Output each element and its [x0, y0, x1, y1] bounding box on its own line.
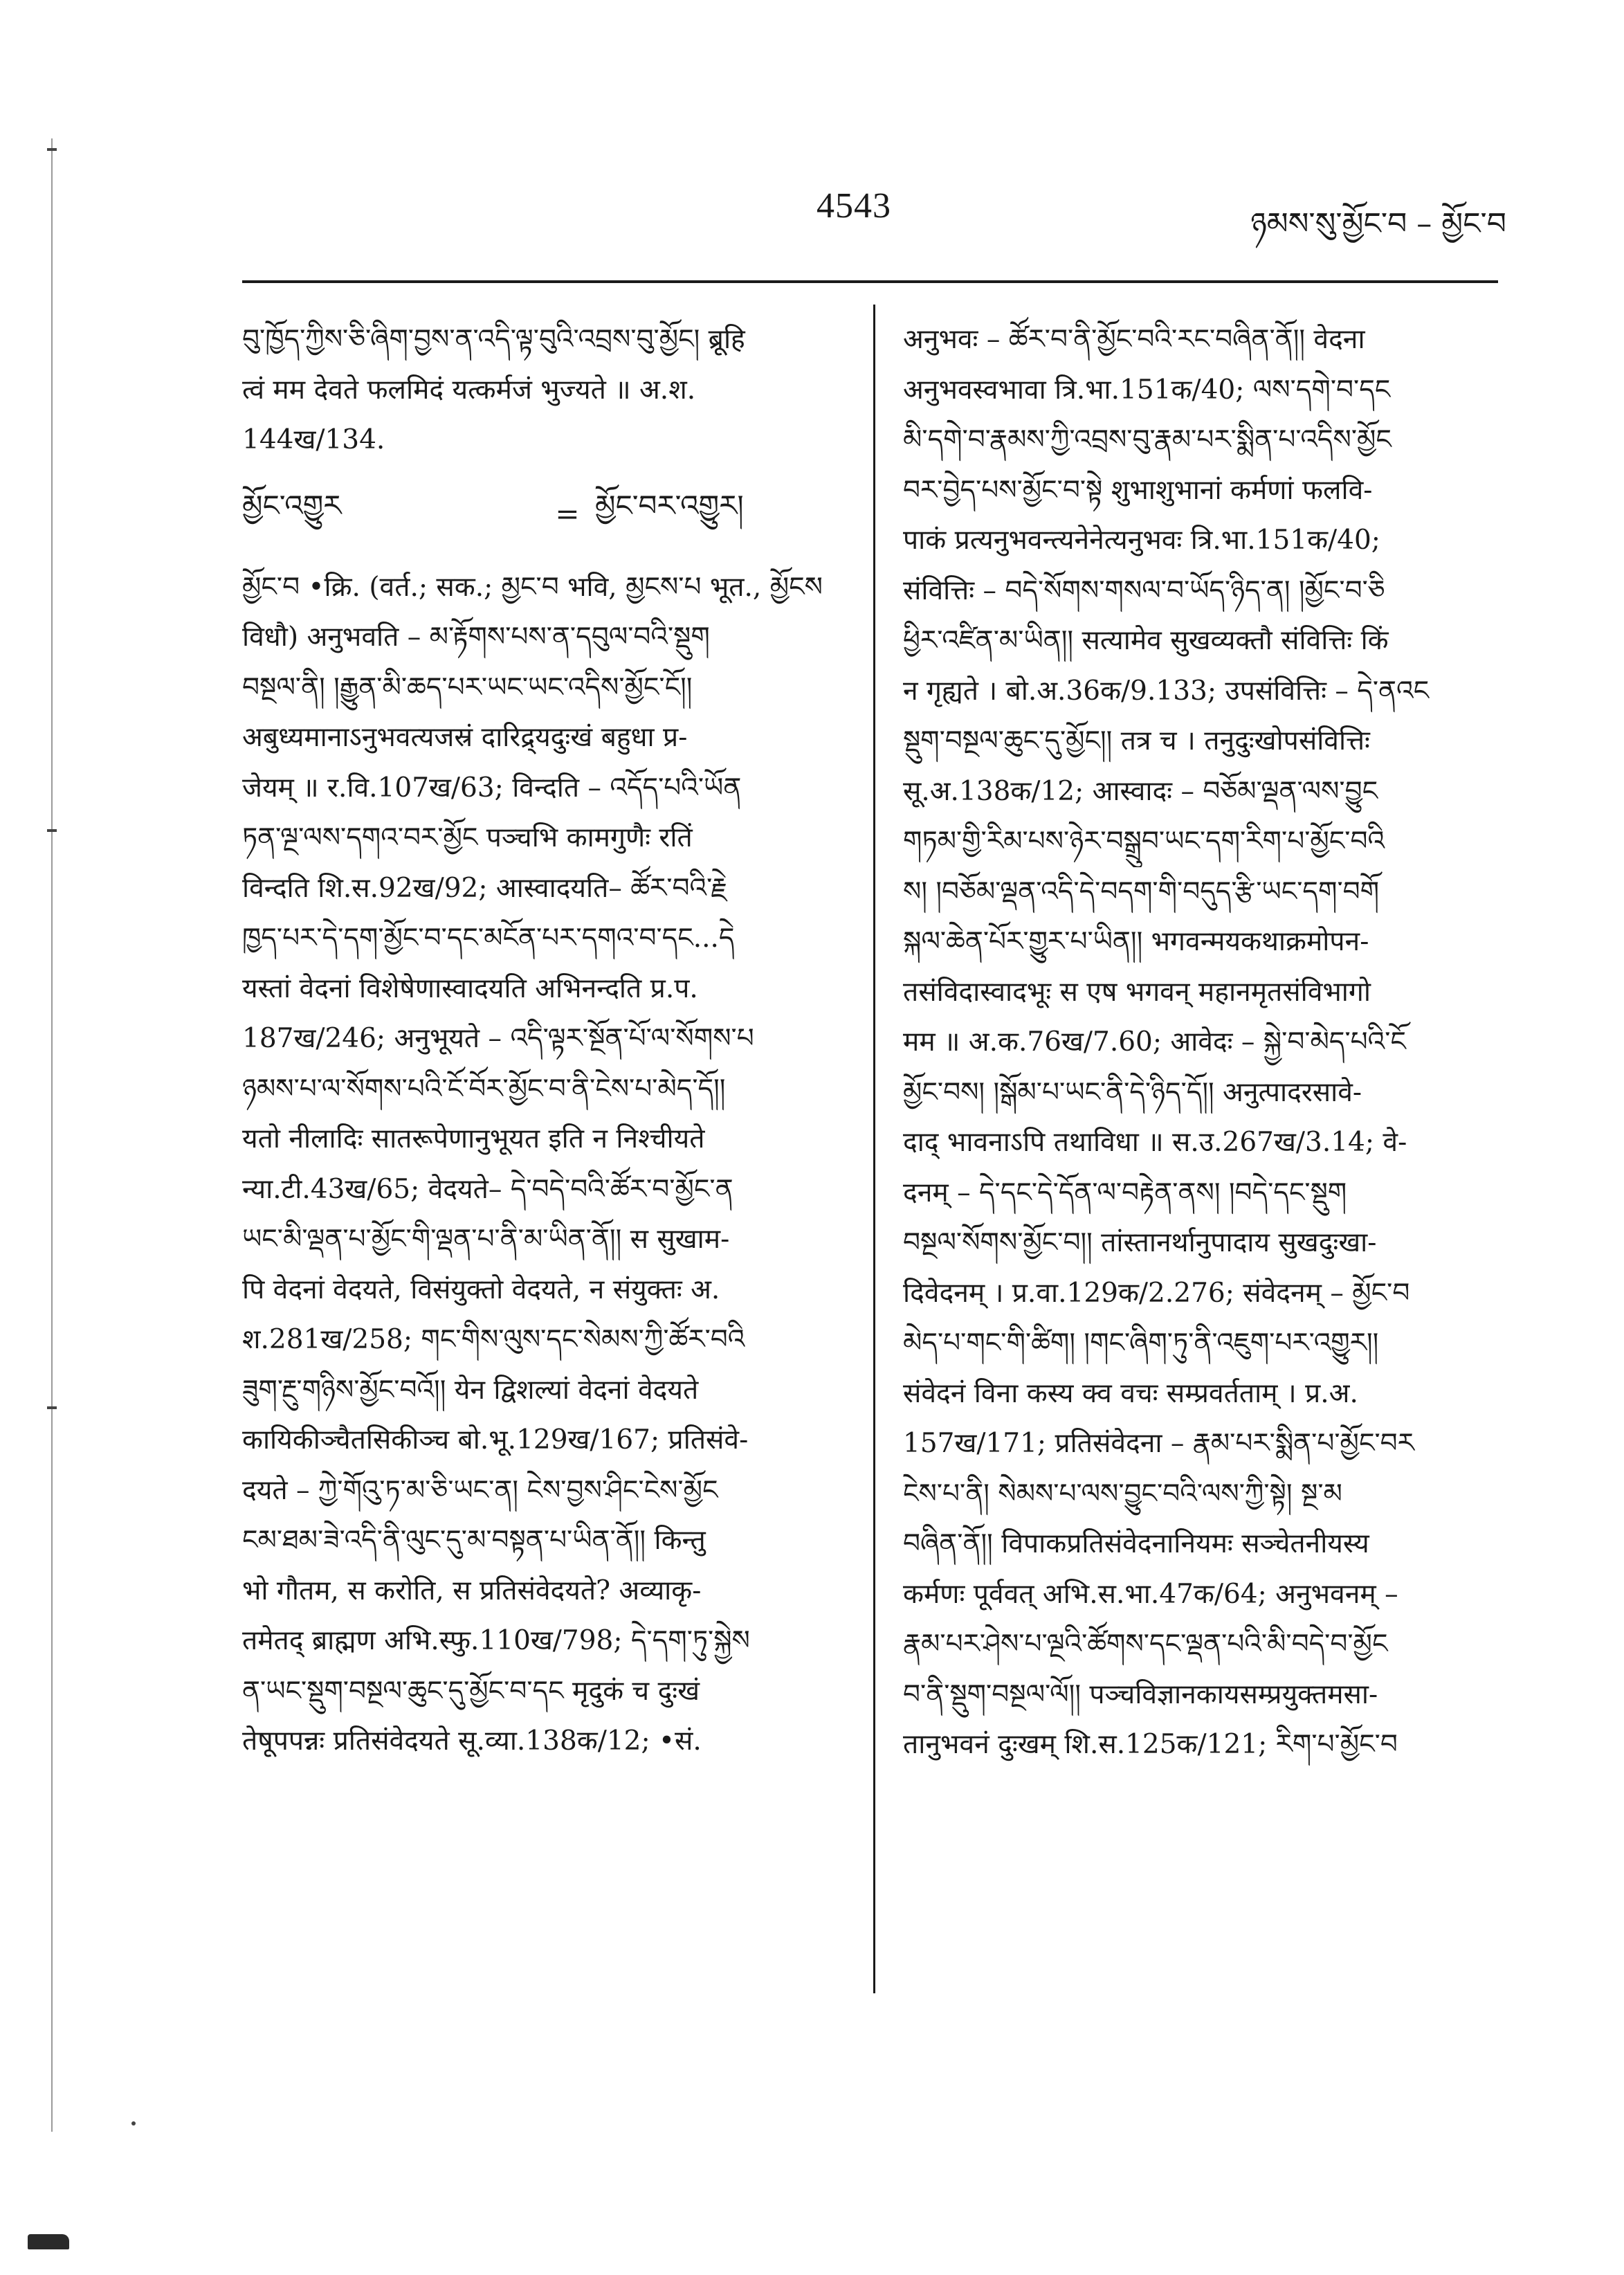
- text-line: कायिकीञ्चैतसिकीञ्च बो.भू.129ख/167; प्रतिसंवे-: [242, 1424, 749, 1456]
- page-number: 4543: [816, 186, 891, 226]
- text-line: अनुभवः – ཚོར་བ་ནི་མྱོང་བའི་རང་བཞིན་ནོ།། वेदना: [903, 324, 1365, 355]
- text-line: བར་བྱེད་པས་མྱོང་བ་སྟེ शुभाशुभानां कर्मणां फलवि-: [903, 474, 1373, 506]
- text-line: न्या.टी.43ख/65; वेदयते– དེ་བདེ་བའི་ཚོར་བ་མྱོང་ན: [242, 1173, 733, 1205]
- text-line: ན་ཡང་སྡུག་བསྔལ་ཆུང་དུ་མྱོང་བ་དང मृदुकं च दुःखं: [242, 1675, 700, 1707]
- text-line: तसंविदास्वादभूः स एष भगवन् महानमृतसंविभागो: [903, 976, 1371, 1008]
- text-line: གཏམ་གྱི་རིམ་པས་ཉེར་བསྒྲུབ་ཡང་དག་རིག་པ་མྱོང་བའི: [903, 826, 1385, 857]
- text-line: तमेतद् ब्राह्मण अभि.स्फु.110ख/798; དེ་དག་ཏུ་སྐྱེས: [242, 1625, 750, 1656]
- text-line: सू.अ.138क/12; आस्वादः – བཅོམ་ལྡན་ལས་བྱུང: [903, 775, 1378, 807]
- scan-margin-tick: [47, 829, 57, 832]
- headword-gloss: མྱོང་བར་འགྱུར།: [595, 489, 744, 523]
- text-line: दाद् भावनाऽपि तथाविधा ॥ स.उ.267ख/3.14; वे-: [903, 1127, 1407, 1158]
- text-line: མྱོང་བས། །སྒོམ་པ་ཡང་ནི་དེ་ཉིད་དོ།། अनुत्पादरसावे-: [903, 1076, 1362, 1108]
- text-line: कर्मणः पूर्ववत् अभि.स.भा.47क/64; अनुभवनम् –: [903, 1578, 1398, 1610]
- text-line: विन्दति शि.स.92ख/92; आस्वादयति– ཚོར་བའི་རྗེ: [242, 872, 728, 904]
- text-line: श.281ख/258; གང་གིས་ལུས་དང་སེམས་ཀྱི་ཚོར་བའི: [242, 1324, 745, 1355]
- text-line: पाकं प्रत्यनुभवन्त्यनेनेत्यनुभवः त्रि.भा.151क/40;: [903, 525, 1380, 556]
- text-line: दयते – ཀྱེ་གོའུ་ཏ་མ་ཅི་ཡང་ན། ངེས་བྱས་ཤིང་ངེས་མྱོང: [242, 1474, 718, 1506]
- text-line: སྡུག་བསྔལ་ཆུང་དུ་མྱོང།། तत्र च । तनुदुःखोपसंवित्तिः: [903, 725, 1370, 756]
- text-line: ཉམས་པ་ལ་སོགས་པའི་ངོ་བོར་མྱོང་བ་ནི་ངེས་པ་མེད་དོ།།: [242, 1073, 726, 1105]
- text-line: यतो नीलादिः सातरूपेणानुभूयत इति न निश्चीयते: [242, 1123, 705, 1154]
- scan-margin-tick: [47, 1406, 57, 1409]
- text-line: བུ་ཁྱོད་ཀྱིས་ཅི་ཞིག་བྱས་ན་འདི་ལྟ་བུའི་འབྲས་བུ་མྱོང། ब्रूहि: [242, 324, 745, 355]
- text-line: ཡང་མི་ལྡན་པ་མྱོང་གི་ལྡན་པ་ནི་མ་ཡིན་ནོ།། स सुखाम-: [242, 1224, 730, 1255]
- text-line: पि वेदनां वेदयते, विसंयुक्तो वेदयते, न संयुक्तः अ.: [242, 1274, 720, 1305]
- left-column: [242, 315, 851, 1767]
- running-head: ཉམས་སུ་མྱོང་བ – མྱོང་བ: [1250, 206, 1506, 242]
- text-line: མི་དགེ་བ་རྣམས་ཀྱི་འབྲས་བུ་རྣམ་པར་སྨིན་པ་འདིས་མྱོང: [903, 424, 1392, 455]
- text-line: विधौ) अनुभवति – མ་རྟོགས་པས་ན་དབུལ་བའི་སྡུག: [242, 622, 710, 653]
- text-line: བཞིན་ནོ།། विपाकप्रतिसंवेदनानियमः सञ्चेतनीयस्य: [903, 1528, 1369, 1559]
- text-line: 157ख/171; प्रतिसंवेदना – རྣམ་པར་སྨིན་པ་མྱོང་བར: [903, 1428, 1414, 1459]
- text-line: अनुभवस्वभावा त्रि.भा.151क/40; ལས་དགེ་བ་དང: [903, 374, 1391, 406]
- text-line: दिवेदनम् । प्र.वा.129क/2.276; संवेदनम् – མྱོང་བ: [903, 1277, 1410, 1309]
- scan-left-margin-line: [51, 138, 53, 2132]
- text-line: 144ख/134.: [242, 424, 385, 455]
- text-line: तेषूपपन्नः प्रतिसंवेदयते सू.व्या.138क/12; •सं.: [242, 1725, 702, 1757]
- text-line: 187ख/246; अनुभूयते – འདི་ལྟར་སྔོན་པོ་ལ་སོགས་པ: [242, 1023, 754, 1054]
- text-line: यस्तां वेदनां विशेषेणास्वादयति अभिनन्दति प्र.प.: [242, 972, 698, 1004]
- text-line: ཁྱད་པར་དེ་དག་མྱོང་བ་དང་མངོན་པར་དགའ་བ་དང...དེ: [242, 923, 735, 954]
- text-line: རྣམ་པར་ཤེས་པ་ལྔའི་ཚོགས་དང་ལྡན་པའི་མི་བདེ་བ་མྱོང: [903, 1629, 1388, 1660]
- text-line: न गृह्यते । बो.अ.36क/9.133; उपसंवित्तिः – དེ་ནའང: [903, 675, 1430, 707]
- text-line: ཟུག་རྔུ་གཉིས་མྱོང་བའོ།། येन द्विशल्यां वेदनां वेदयते: [242, 1374, 699, 1406]
- text-line: ཏན་ལྔ་ལས་དགའ་བར་མྱོང पञ्चभि कामगुणैः रतिं: [242, 822, 693, 853]
- text-line: भो गौतम, स करोति, स प्रतिसंवेदयते? अव्याकृ-: [242, 1575, 702, 1606]
- text-line: जेयम् ॥ र.वि.107ख/63; विन्दति – འདོད་པའི་ཡོན: [242, 772, 742, 804]
- text-line: मम ॥ अ.क.76ख/7.60; आवेदः – སྐྱེ་བ་མེད་པའི་ངོ: [903, 1026, 1406, 1058]
- cross-reference-entry: [242, 487, 851, 542]
- column-divider: [873, 305, 875, 1993]
- scan-margin-tick: [47, 148, 57, 151]
- text-line: སྐལ་ཆེན་པོར་གྱུར་པ་ཡིན།། भगवन्मयकथाक्रमोपन-: [903, 926, 1369, 957]
- text-line: संवित्तिः – བདེ་སོགས་གསལ་བ་ཡོད་ཉིད་ན། །མྱོང་བ་ཅི: [903, 574, 1385, 606]
- text-line: མྱོང་བ •क्रि. (वर्त.; सक.; མྱང་བ भवि, མྱངས་པ भूत., མྱོངས: [242, 571, 823, 603]
- equals-sign: =: [555, 497, 580, 531]
- scan-speck: [131, 2121, 136, 2126]
- text-line: ས། །བཅོམ་ལྡན་འདི་དེ་བདག་གི་བདུད་རྩི་ཡང་དག་བགོ: [903, 876, 1380, 907]
- text-line: तानुभवनं दुःखम् शि.स.125क/121; རིག་པ་མྱོང་བ: [903, 1729, 1398, 1760]
- headword-term: མྱོང་འགྱུར: [242, 489, 342, 523]
- text-line: ཕྱིར་འཛིན་མ་ཡིན།། सत्यामेव सुखव्यक्तौ संवित्तिः किं: [903, 625, 1389, 656]
- text-line: ངེས་པ་ནི། སེམས་པ་ལས་བྱུང་བའི་ལས་ཀྱི་སྟེ། སྔ་མ: [903, 1478, 1342, 1510]
- text-line: ངམ་ཐམ་ཟེ་འདི་ནི་ལུང་དུ་མ་བསྟན་པ་ཡིན་ནོ།། किन्तु: [242, 1525, 706, 1556]
- text-line: दनम् – དེ་དང་དེ་དོན་ལ་བརྟེན་ནས། །བདེ་དང་སྡུག: [903, 1177, 1347, 1208]
- main-entry: [242, 563, 851, 1767]
- text-line: བསྔལ་སོགས་མྱོང་བ།། तांस्तानर्थानुपादाय सुखदुःखा-: [903, 1227, 1377, 1258]
- left-column-lines-top: [242, 315, 851, 466]
- text-line: अबुध्यमानाऽनुभवत्यजस्रं दारिद्र्यदुःखं बहुधा प्र-: [242, 722, 688, 753]
- text-line: བསྔལ་ནི། །རྒྱུན་མི་ཆད་པར་ཡང་ཡང་འདིས་མྱོང་ངོ།།: [242, 671, 693, 703]
- text-line: བ་ནི་སྡུག་བསྔལ་ལོ།། पञ्चविज्ञानकायसम्प्रयुक्तमसा-: [903, 1678, 1378, 1710]
- text-line: संवेदनं विना कस्य क्व वचः सम्प्रवर्तताम् । प्र.अ.: [903, 1377, 1358, 1409]
- scan-corner-mark: [28, 2234, 69, 2249]
- right-column: [903, 315, 1502, 1770]
- header-rule: [242, 280, 1498, 283]
- text-line: མེད་པ་གང་གི་ཚིག། །གང་ཞིག་ཏུ་ནི་འཇུག་པར་འགྱུར།།: [903, 1327, 1379, 1359]
- text-line: त्वं मम देवते फलमिदं यत्कर्मजं भुज्यते ॥ अ.श.: [242, 374, 696, 406]
